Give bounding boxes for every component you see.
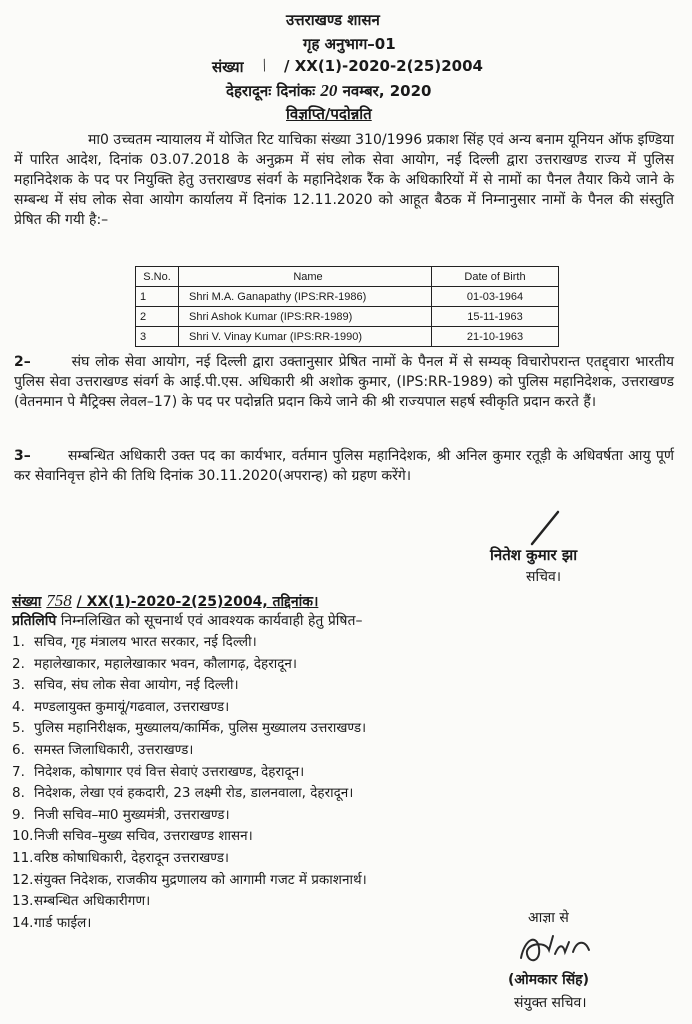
list-item-text: संयुक्त निदेशक, राजकीय मुद्रणालय को आगामी गजट में प्रकाशनार्थ। [34,871,367,888]
paragraph-1: मा0 उच्चतम न्यायालय में योजित रिट याचिका संख्या 310/1996 प्रकाश सिंह एवं अन्य बनाम यूनियन ऑफ इण्डिया में पारित आदेश, दिनांक 03.07.2018 के अनुक्रम में संघ लोक सेवा आयोग, नई दिल्ली द्वारा उत्तराखण्ड राज्य में पुलिस महानिदेशक के पद पर नियुक्ति हेतु उत्तराखण्ड संवर्ग के महानिदेशक रैंक के अधिकारियों में से नामों का पैनल तैयार किये जाने के सम्बन्ध में संघ लोक सेवा आयोग कार्यालय में दिनांक 12.11.2020 को आहूत बैठक में निम्नानुसार नामों के पैनल की संस्तुति प्रेषित की गयी है:– [14,132,674,228]
cell-dob: 01-03-1964 [432,287,559,307]
list-item [12,891,612,913]
copy-intro-label: प्रतिलिपि [12,613,57,629]
cell-name: Shri V. Vinay Kumar (IPS:RR-1990) [179,327,432,347]
signature-mark [528,508,562,548]
list-item [12,697,612,719]
list-item-number: 7. [12,763,25,780]
cell-dob: 21-10-1963 [432,327,559,347]
list-item-number: 2. [12,655,25,672]
paragraph-3-number: 3– [14,448,31,464]
copy-number-rest: / XX(1)-2020-2(25)2004, तद्दिनांक। [76,594,319,610]
list-item-number: 1. [12,634,25,650]
list-item-text: समस्त जिलाधिकारी, उत्तराखण्ड। [34,741,194,758]
table-row [136,327,559,347]
order-number-value: / XX(1)-2020-2(25)2004 [284,57,483,75]
paragraph-2-text: संघ लोक सेवा आयोग, नई दिल्ली द्वारा उक्तानुसार प्रेषित नामों के पैनल में से सम्यक् विचारोपरान्त एतद्द्वारा भारतीय पुलिस सेवा उत्तराखण्ड संवर्ग के आई.पी.एस. अधिकारी श्री अशोक कुमार, (IPS:RR-1989) को पुलिस महानिदेशक, उत्तराखण्ड (वेतनमान पे मैट्रिक्स लेवल–17) के पद पर पदोन्नति प्रदान किये जाने की श्री राज्यपाल सहर्ष स्वीकृति प्रदान करते हैं। [14,354,675,410]
copy-intro [12,611,363,630]
copy-intro-text: निम्नलिखित को सूचनार्थ एवं आवश्यक कार्यवाही हेतु प्रेषित– [60,613,363,629]
list-item-number: 4. [12,698,25,715]
signatory-2-name: (ओमकार सिंह) [508,972,589,988]
cell-name: Shri M.A. Ganapathy (IPS:RR-1986) [179,287,432,307]
list-item-number: 3. [12,677,25,694]
signatory-2-designation: संयुक्त सचिव। [514,995,587,1011]
list-item-number: 9. [12,806,25,823]
list-item-text: निजी सचिव–मा0 मुख्यमंत्री, उत्तराखण्ड। [34,806,230,823]
list-item-text: निजी सचिव–मुख्य सचिव, उत्तराखण्ड शासन। [34,828,253,845]
cell-name: Shri Ashok Kumar (IPS:RR-1989) [179,307,432,327]
place-date [226,81,432,101]
copy-recipients-list [12,632,612,934]
list-item [12,783,612,805]
cell-sno: 2 [136,307,179,327]
handwritten-signature [515,928,595,970]
panel-table [135,266,559,347]
paragraph-2-number: 2– [14,354,31,370]
copy-number-line [12,591,318,611]
place-date-label: देहरादूनः दिनांकः [226,82,316,100]
list-item-text: निदेशक, लेखा एवं हकदारी, 23 लक्ष्मी रोड, डालनवाला, देहरादून। [34,785,354,802]
department-heading: गृह अनुभाग–01 [303,35,396,53]
header-sno: S.No. [136,267,179,287]
signatory-1-name: नितेश कुमार झा [490,546,578,564]
table-header-row [136,267,559,287]
list-item-number: 5. [12,720,25,737]
header-dob: Date of Birth [432,267,559,287]
list-item-number: 13. [12,893,34,910]
list-item [12,654,612,676]
list-item-number: 6. [12,741,25,758]
handwritten-date: 20 [320,81,338,100]
list-item-number: 8. [12,785,25,802]
by-order-text: आज्ञा से [528,910,569,926]
list-item [12,848,612,870]
list-item-text: वरिष्ठ कोषाधिकारी, देहरादून उत्तराखण्ड। [34,849,230,866]
copy-number-label: संख्या [12,594,42,610]
list-item-number: 10. [12,828,34,845]
list-item [12,718,612,740]
handwritten-slash: / [258,54,271,76]
table-row [136,307,559,327]
list-item [12,826,612,848]
list-item-number: 11. [12,849,34,866]
list-item-text: मण्डलायुक्त कुमायूं/गढवाल, उत्तराखण्ड। [34,698,230,715]
paragraph-2 [14,352,674,412]
cell-sno: 3 [136,327,179,347]
list-item-number: 14. [12,914,34,931]
list-item [12,632,612,654]
list-item-number: 12. [12,871,34,888]
paragraph-3-text: सम्बन्धित अधिकारी उक्त पद का कार्यभार, वर्तमान पुलिस महानिदेशक, श्री अनिल कुमार रतूड़ी के अधिवर्षता आयु पूर्ण कर सेवानिवृत्त होने की तिथि दिनांक 30.11.2020(अपरान्ह) को ग्रहण करेंगे। [14,448,674,484]
header-name: Name [179,267,432,287]
list-item-text: महालेखाकार, महालेखाकार भवन, कौलागढ़, देहरादून। [34,655,298,672]
list-item-text: सम्बन्धित अधिकारीगण। [34,893,151,910]
date-rest: नवम्बर, 2020 [342,82,432,100]
order-number-label: संख्या [212,58,244,76]
list-item-text: निदेशक, कोषागार एवं वित्त सेवाएं उत्तराखण्ड, देहरादून। [34,763,305,780]
government-heading: उत्तराखण्ड शासन [286,11,380,29]
list-item [12,805,612,827]
list-item [12,762,612,784]
cell-sno: 1 [136,287,179,307]
table-row [136,287,559,307]
list-item [12,870,612,892]
cell-dob: 15-11-1963 [432,307,559,327]
handwritten-dispatch-number: 758 [46,591,72,610]
list-item-text: पुलिस महानिरीक्षक, मुख्यालय/कार्मिक, पुलिस मुख्यालय उत्तराखण्ड। [34,720,367,737]
list-item-text: सचिव, गृह मंत्रालय भारत सरकार, नई दिल्ली। [34,634,257,650]
signatory-1-designation: सचिव। [526,569,562,585]
list-item-text: गार्ड फाईल। [34,914,92,931]
list-item [12,740,612,762]
list-item-text: सचिव, संघ लोक सेवा आयोग, नई दिल्ली। [34,677,239,694]
notice-title: विज्ञप्ति/पदोन्नति [286,105,372,123]
paragraph-3 [14,446,674,486]
list-item [12,675,612,697]
